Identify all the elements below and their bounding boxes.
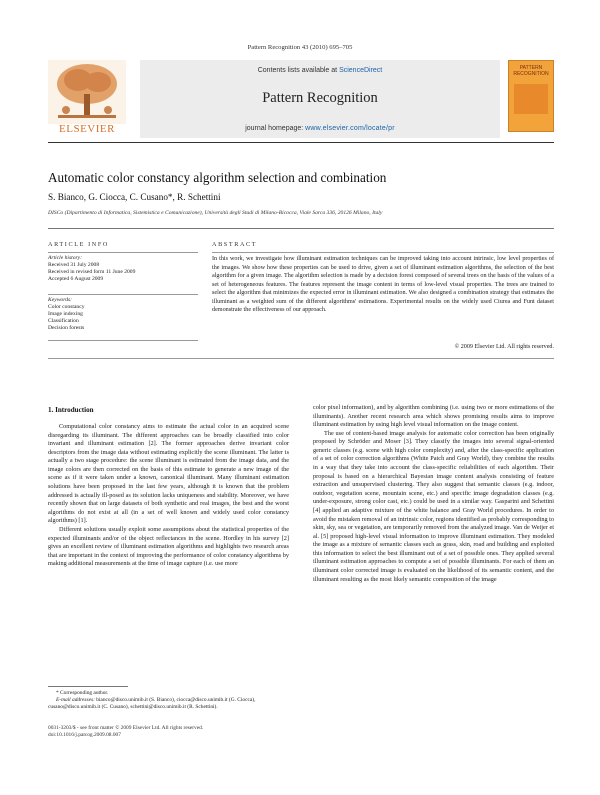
- contents-prefix: Contents lists available at: [257, 67, 340, 74]
- history-revised: Received in revised form 11 June 2009: [48, 269, 136, 276]
- publication-identifiers: [48, 725, 308, 739]
- keyword-item: Decision forests: [48, 325, 85, 332]
- journal-homepage: [140, 125, 500, 132]
- article-info-divider: [48, 294, 198, 295]
- title-rule: [48, 228, 554, 229]
- article-info-rule: [48, 252, 198, 253]
- footnote: [48, 690, 289, 711]
- keyword-item: Classification: [48, 318, 79, 325]
- journal-cover-title: PATTERN RECOGNITION: [513, 65, 549, 77]
- abstract-rule: [212, 252, 554, 253]
- email-addresses: [48, 697, 289, 711]
- paper-title: Automatic color constancy algorithm selection and combination: [48, 170, 387, 185]
- homepage-link[interactable]: www.elsevier.com/locate/pr: [305, 125, 395, 132]
- homepage-prefix: journal homepage:: [245, 125, 306, 132]
- journal-cover-artwork: [514, 84, 548, 114]
- copyright-notice: © 2009 Elsevier Ltd. All rights reserved.: [454, 344, 554, 350]
- email-label: E-mail addresses:: [56, 697, 97, 703]
- sciencedirect-link[interactable]: ScienceDirect: [339, 67, 383, 74]
- footnote-rule: [48, 686, 128, 687]
- history-received: Received 31 July 2008: [48, 262, 100, 269]
- abstract-text: In this work, we investigate how illuminant estimation techniques can be improved taking into account intrinsic, low level properties of the images. We show how these properties can be used to drive, given a set of illuminant estimation algorithms, the selection of the best algorithm for a given image. The algorithm selection is made by a decision forest composed of several trees on the basis of the values of a set of heterogeneous features. The features represent the image content in terms of low-level visual properties. The trees are trained to select the algorithm that minimizes the expected error in illuminant estimation. We also designed a combination strategy that estimates the illuminant as a weighted sum of the different algorithms' estimations. Experimental results on the widely used Ciurea and Funt dataset demonstrate the effectiveness of our approach.: [212, 256, 554, 313]
- body-column-right: [313, 404, 554, 584]
- body-column-left: [48, 423, 289, 569]
- author-list: S. Bianco, G. Ciocca, C. Cusano*, R. Schettini: [48, 192, 221, 202]
- keyword-item: Image indexing: [48, 311, 83, 318]
- paragraph: Different solutions usually exploit some assumptions about the statistical properties of the expected illuminants and/or of the object reflectances in the scene. Hordley in his survey [2] gives an excellent review of illuminant estimation algorithms and highlights two research areas that are important in the context of improving the performance of color constancy algorithms by making additional measurements at the time of image capture (i.e. use more: [48, 525, 289, 568]
- article-info-heading: ARTICLE INFO: [48, 241, 109, 248]
- paragraph: The use of content-based image analysis for automatic color correction has been originally proposed by Schröder and Moser [3]. They classify the images into several signal-oriented generic classes (e.g. scene with high color complexity) and, after the class-specific application of a set of color correction algorithms (White Patch and Gray World), they combine the results in a way that they take into account the class-specific reliabilities of each algorithm. Their proposal is based on a hierarchical Bayesian image content analysis consisting of feature extraction and unsupervised clustering. They also suggest that semantic classes (e.g. indoor, outdoor, vegetation scene, mountain scene, etc.) and specific image degradation classes (e.g. under-exposure, strong color cast, etc.) could be used in a similar way. Gasparini and Schettini [4] applied an adaptive mixture of the white balance and Gray World procedures. In order to avoid the mistaken removal of an intrinsic color, regions identified as probably corresponding to skin, sky, sea or vegetation, are temporarily removed from the analyzed image. Van de Weijer et al. [5] proposed high-level visual information to improve illuminant estimation. They modeled the image as a mixture of semantic classes such as grass, skin, road and building and exploited this information to select the best illuminant out of a set of possible ones. They applied several illuminant estimation approaches to compute a set of possible illuminants. For each of them an illuminant color corrected image is evaluated on the likelihood of its semantic content, and the illuminant resulting as the most likely semantic composition of the image: [313, 429, 555, 583]
- corresponding-author-note: * Corresponding author.: [56, 690, 109, 696]
- issn-line: 0031-3203/$ - see front matter © 2009 Elsevier Ltd. All rights reserved.: [48, 725, 204, 731]
- history-label: Article history:: [48, 255, 83, 261]
- doi-line[interactable]: doi:10.1016/j.patcog.2009.08.007: [48, 732, 121, 738]
- abstract-heading: ABSTRACT: [212, 241, 258, 248]
- section-heading-introduction: 1. Introduction: [48, 406, 94, 414]
- keywords-rule: [48, 340, 198, 341]
- email-line: bianco@disco.unimib.it (S. Bianco), ciocca@disco.unimib.it (G. Ciocca), cusano@disco.unimib.it (C. Cusano), schettini@disco.unimib.it (R. Schettini).: [48, 697, 256, 710]
- paragraph: Computational color constancy aims to estimate the actual color in an acquired scene disregarding its illuminant. The different approaches can be broadly classified into color invariant and illuminant estimation [2]. The former approaches derive invariant color descriptors from the image data without estimating explicitly the scene illuminant. The latter is actually a two stage procedure: the scene illuminant is estimated from the image data, and the image colors are then corrected on the basis of this estimate to generate a new image of the scene as if it were taken under a known, canonical illuminant. Many illuminant estimation solutions have been proposed in the last few years, although it is known that the problem addressed is actually ill-posed as its solution lacks uniqueness and stability. Moreover, we have recently shown that on large datasets of both synthetic and real images, the best and the worst algorithms do not exist at all (in a set of well known and widely used color constancy algorithms) [1].: [48, 423, 289, 525]
- elsevier-tree-logo: [48, 60, 126, 124]
- journal-title: Pattern Recognition: [262, 90, 378, 106]
- history-accepted: Accepted 6 August 2009: [48, 276, 104, 283]
- keywords-label: Keywords:: [48, 297, 73, 303]
- affiliation: DISCo (Dipartimento di Informatica, Sistemistica e Comunicazione), Università degli Studi di Milano-Bicocca, Viale Sarca 336, 20126 Milano, Italy: [48, 210, 383, 216]
- abstract-bottom-rule: [48, 358, 554, 359]
- keyword-item: Color constancy: [48, 304, 85, 311]
- masthead-rule: [48, 142, 554, 143]
- contents-line: [140, 67, 500, 74]
- running-head: Pattern Recognition 43 (2010) 695–705: [247, 44, 353, 51]
- paragraph: color pixel information), and by algorithm combining (i.e. using two or more estimations of the illuminants). Another recent research area which shows promising results aims to improve illuminant estimation by using high level visual information on the image content.: [313, 404, 554, 429]
- article-history: [48, 255, 198, 283]
- elsevier-wordmark: ELSEVIER: [59, 123, 115, 135]
- keywords: [48, 297, 198, 332]
